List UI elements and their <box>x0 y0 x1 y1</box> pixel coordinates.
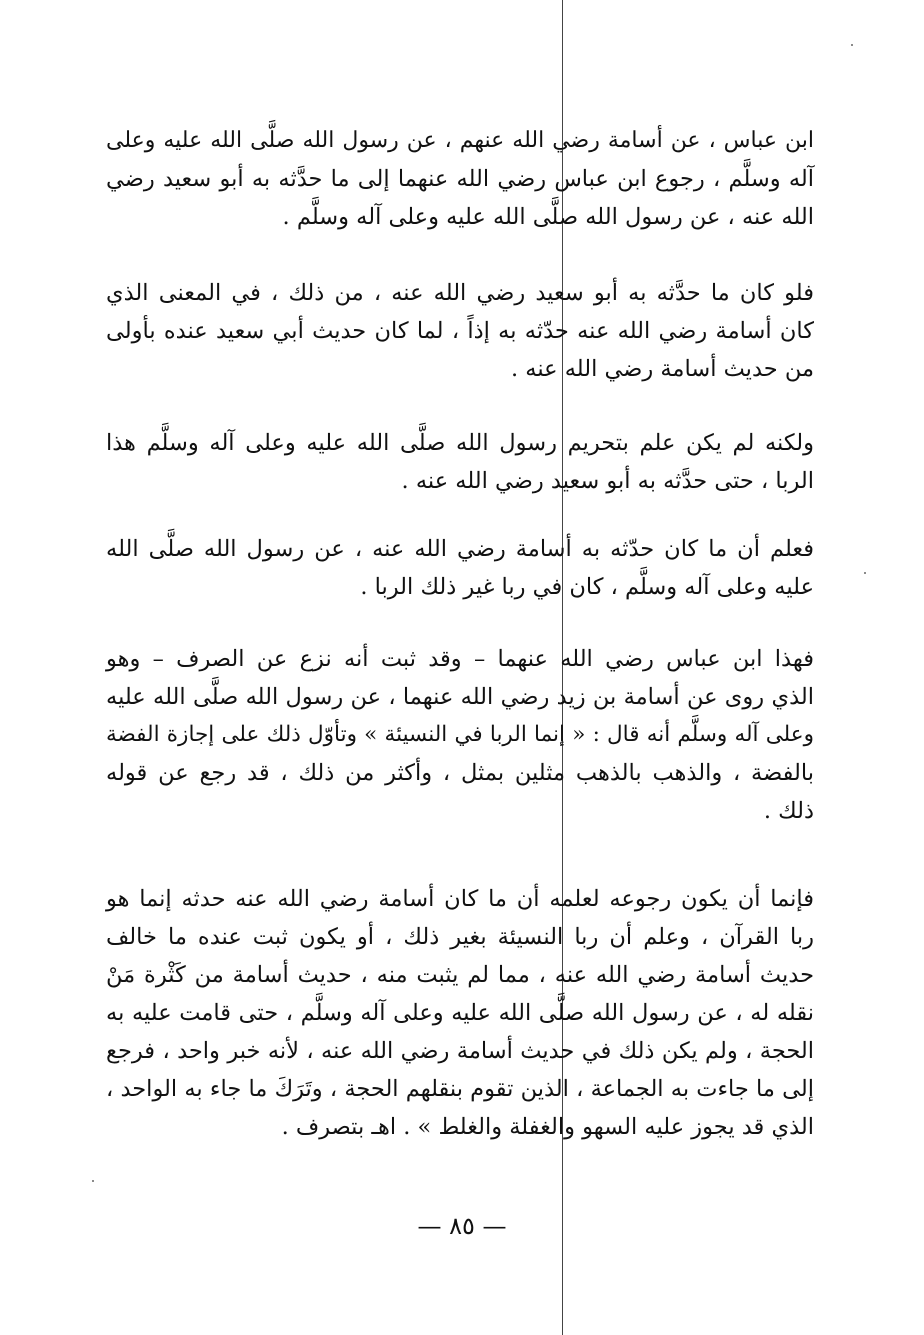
page-number: — ٨٥ — <box>417 1212 507 1240</box>
text-line: إلى ما جاءت به الجماعة ، الذين تقوم بنقلهم الحجة ، وتَرَكَ ما جاء به الواحد ، <box>106 1076 814 1102</box>
scan-speck <box>92 1180 94 1182</box>
text-line: آله وسلَّم ، رجوع ابن عباس رضي الله عنهما إلى ما حدَّثه به أبو سعيد رضي <box>106 166 814 192</box>
paragraph-3 <box>106 424 814 500</box>
text-line: بالفضة ، والذهب بالذهب مثلين بمثل ، وأكثر من ذلك ، قد رجع عن قوله <box>106 760 814 786</box>
text-line: عليه وعلى آله وسلَّم ، كان في ربا غير ذلك الربا . <box>360 574 814 600</box>
text-line: من حديث أسامة رضي الله عنه . <box>510 356 814 382</box>
scan-speck <box>851 44 853 46</box>
text-line: حديث أسامة رضي الله عنه ، مما لم يثبت منه ، حديث أسامة من كَثْرة مَنْ <box>106 962 814 988</box>
paragraph-5 <box>106 640 814 830</box>
text-line: فعلم أن ما كان حدّثه به أسامة رضي الله عنه ، عن رسول الله صلَّى الله <box>106 536 814 562</box>
text-line: فإنما أن يكون رجوعه لعلمه أن ما كان أسامة رضي الله عنه حدثه إنما هو <box>106 886 814 912</box>
paragraph-1 <box>106 122 814 236</box>
text-line: وعلى آله وسلَّم أنه قال : « إنما الربا في النسيئة » وتأوّل ذلك على إجازة الفضة <box>106 722 814 747</box>
text-line: كان أسامة رضي الله عنه حدّثه به إذاً ، لما كان حديث أبي سعيد عنده بأولى <box>106 318 814 344</box>
scan-speck <box>864 572 866 574</box>
text-line: الحجة ، ولم يكن ذلك في حديث أسامة رضي الله عنه ، لأنه خبر واحد ، فرجع <box>106 1038 814 1064</box>
text-line: الذي قد يجوز عليه السهو والغفلة والغلط » . اهـ بتصرف . <box>281 1114 814 1140</box>
text-line: نقله له ، عن رسول الله صلَّى الله عليه وعلى آله وسلَّم ، حتى قامت عليه به <box>106 1000 814 1026</box>
paragraph-6 <box>106 880 814 1146</box>
paragraph-2 <box>106 274 814 388</box>
paragraph-4 <box>106 530 814 606</box>
text-line: ولكنه لم يكن علم بتحريم رسول الله صلَّى الله عليه وعلى آله وسلَّم هذا <box>106 430 814 456</box>
text-line: الله عنه ، عن رسول الله صلَّى الله عليه وعلى آله وسلَّم . <box>282 204 814 230</box>
text-line: الربا ، حتى حدَّثه به أبو سعيد رضي الله عنه . <box>401 468 814 494</box>
text-line: فهذا ابن عباس رضي الله عنهما – وقد ثبت أنه نزع عن الصرف – وهو <box>106 646 814 672</box>
text-line: ابن عباس ، عن أسامة رضي الله عنهم ، عن رسول الله صلَّى الله عليه وعلى <box>106 128 814 153</box>
text-line: ذلك . <box>763 798 814 824</box>
text-line: ربا القرآن ، وعلم أن ربا النسيئة بغير ذلك ، أو يكون ثبت عنده ما خالف <box>106 924 814 950</box>
text-line: الذي روى عن أسامة بن زيد رضي الله عنهما ، عن رسول الله صلَّى الله عليه <box>106 684 814 710</box>
text-line: فلو كان ما حدَّثه به أبو سعيد رضي الله عنه ، من ذلك ، في المعنى الذي <box>106 280 814 306</box>
